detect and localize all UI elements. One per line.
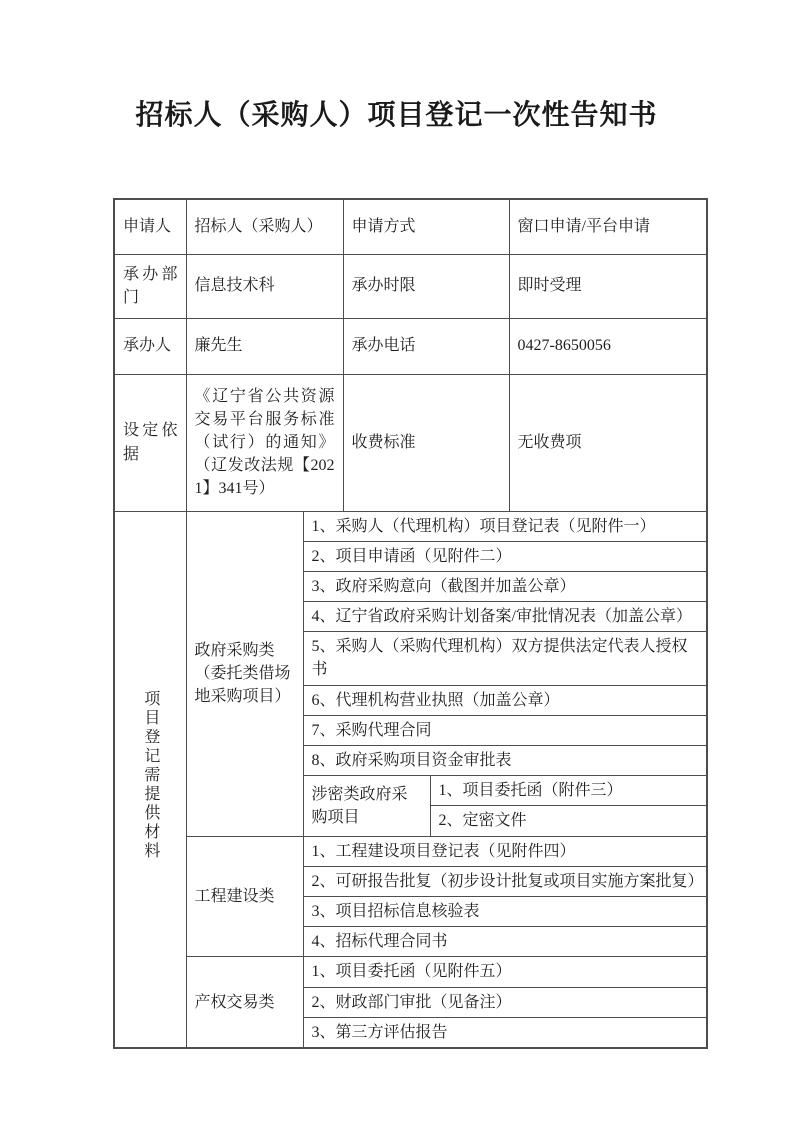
page-title: 招标人（采购人）项目登记一次性告知书 (135, 100, 658, 131)
handling-dept-label: 承办部门 (114, 254, 186, 318)
material-item: 4、招标代理合同书 (303, 927, 707, 957)
handler-label: 承办人 (114, 318, 186, 374)
apply-method-value: 窗口申请/平台申请 (509, 199, 707, 254)
material-item: 8、政府采购项目资金审批表 (303, 746, 707, 776)
time-limit-value: 即时受理 (509, 254, 707, 318)
table-row (114, 836, 707, 866)
legal-basis-value: 《辽宁省公共资源交易平台服务标准（试行）的通知》（辽发改法规【2021】341号） (186, 374, 343, 511)
material-item: 1、采购人（代理机构）项目登记表（见附件一） (303, 511, 707, 541)
table-row (114, 511, 707, 541)
category-property-rights-trading: 产权交易类 (186, 957, 303, 1048)
material-item: 3、政府采购意向（截图并加盖公章） (303, 571, 707, 601)
material-item: 2、定密文件 (430, 806, 707, 836)
legal-basis-label: 设定依据 (114, 374, 186, 511)
fee-standard-label: 收费标准 (343, 374, 509, 511)
category-government-procurement: 政府采购类（委托类借场地采购项目） (186, 511, 303, 836)
material-item: 6、代理机构营业执照（加盖公章） (303, 685, 707, 715)
material-item: 1、项目委托函（见附件五） (303, 957, 707, 987)
material-item: 2、财政部门审批（见备注） (303, 987, 707, 1017)
material-item: 2、项目申请函（见附件二） (303, 541, 707, 571)
table-row (114, 957, 707, 987)
table-row (114, 254, 707, 318)
notice-table (113, 198, 708, 1049)
material-item: 3、项目招标信息核验表 (303, 896, 707, 926)
applicant-label: 申请人 (114, 199, 186, 254)
phone-value: 0427-8650056 (509, 318, 707, 374)
materials-header-text: 项目登记需提供材料 (141, 690, 159, 862)
handling-dept-value: 信息技术科 (186, 254, 343, 318)
material-item: 7、采购代理合同 (303, 715, 707, 745)
material-item: 1、项目委托函（附件三） (430, 776, 707, 806)
material-item: 3、第三方评估报告 (303, 1017, 707, 1048)
fee-standard-value: 无收费项 (509, 374, 707, 511)
category-engineering-construction: 工程建设类 (186, 836, 303, 957)
table-row (114, 199, 707, 254)
materials-header (114, 511, 186, 1048)
applicant-value: 招标人（采购人） (186, 199, 343, 254)
table-row (114, 374, 707, 511)
time-limit-label: 承办时限 (343, 254, 509, 318)
handler-value: 廉先生 (186, 318, 343, 374)
material-item: 2、可研报告批复（初步设计批复或项目实施方案批复） (303, 866, 707, 896)
classified-procurement-label: 涉密类政府采购项目 (303, 776, 430, 836)
apply-method-label: 申请方式 (343, 199, 509, 254)
material-item: 4、辽宁省政府采购计划备案/审批情况表（加盖公章） (303, 602, 707, 632)
material-item: 5、采购人（采购代理机构）双方提供法定代表人授权书 (303, 632, 707, 685)
material-item: 1、工程建设项目登记表（见附件四） (303, 836, 707, 866)
table-row (114, 318, 707, 374)
phone-label: 承办电话 (343, 318, 509, 374)
